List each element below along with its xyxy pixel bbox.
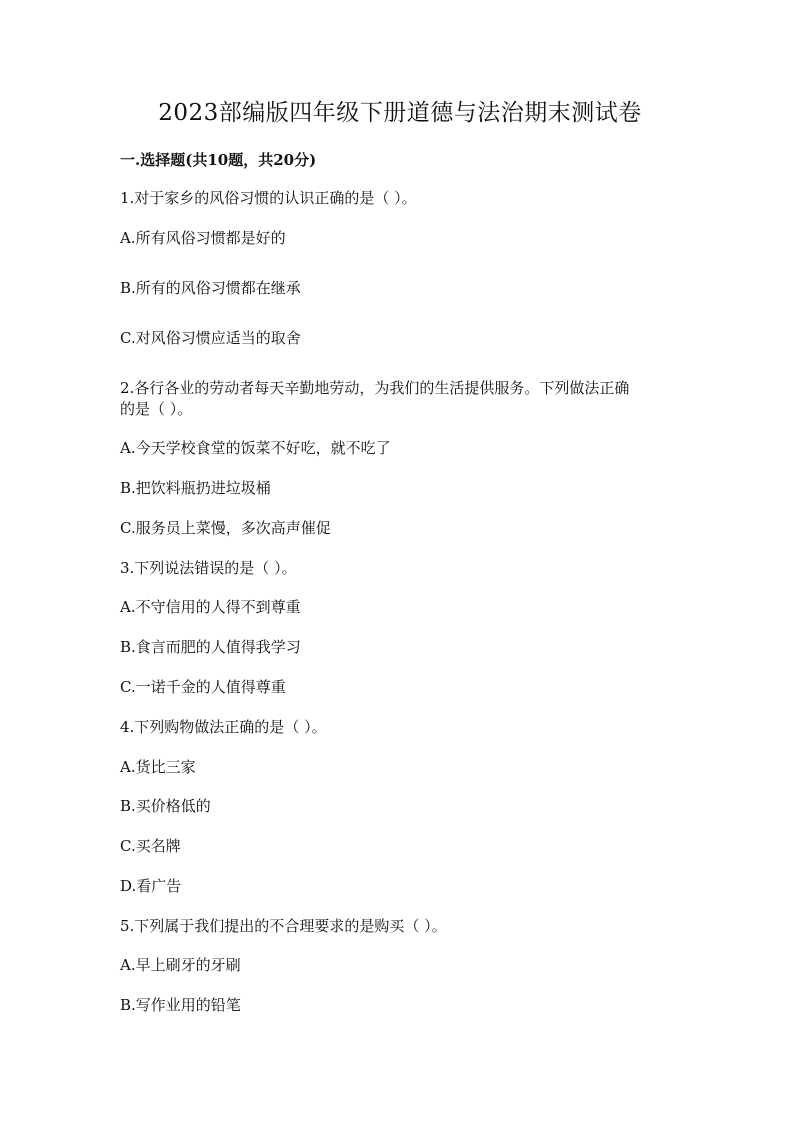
question-3-stem: 3.下列说法错误的是（ ）。	[120, 559, 297, 577]
exam-title: 2023部编版四年级下册道德与法治期末测试卷	[158, 100, 642, 126]
question-5-option-b: B.写作业用的铅笔	[120, 996, 241, 1014]
section-heading: 一.选择题(共10题，共20分)	[120, 151, 317, 169]
question-2-stem-line-2: 的是（ ）。	[120, 400, 193, 418]
question-4-option-b: B.买价格低的	[120, 797, 211, 815]
question-5-stem: 5.下列属于我们提出的不合理要求的是购买（ ）。	[120, 917, 447, 935]
question-4-stem: 4.下列购物做法正确的是（ ）。	[120, 718, 327, 736]
question-2-option-b: B.把饮料瓶扔进垃圾桶	[120, 479, 271, 497]
question-1-option-c: C.对风俗习惯应适当的取舍	[120, 329, 301, 347]
question-4-option-c: C.买名牌	[120, 837, 181, 855]
question-1-option-b: B.所有的风俗习惯都在继承	[120, 279, 301, 297]
question-2-option-a: A.今天学校食堂的饭菜不好吃，就不吃了	[120, 439, 391, 457]
question-4-option-d: D.看广告	[120, 877, 182, 895]
question-3-option-a: A.不守信用的人得不到尊重	[120, 598, 301, 616]
question-2-option-c: C.服务员上菜慢，多次高声催促	[120, 519, 331, 537]
question-1-stem: 1.对于家乡的风俗习惯的认识正确的是（ ）。	[120, 189, 417, 207]
question-5-option-a: A.早上刷牙的牙刷	[120, 956, 241, 974]
question-4-option-a: A.货比三家	[120, 758, 196, 776]
question-3-option-c: C.一诺千金的人值得尊重	[120, 678, 286, 696]
question-3-option-b: B.食言而肥的人值得我学习	[120, 638, 301, 656]
question-1-option-a: A.所有风俗习惯都是好的	[120, 229, 286, 247]
question-2-stem-line-1: 2.各行各业的劳动者每天辛勤地劳动，为我们的生活提供服务。下列做法正确	[120, 379, 630, 397]
